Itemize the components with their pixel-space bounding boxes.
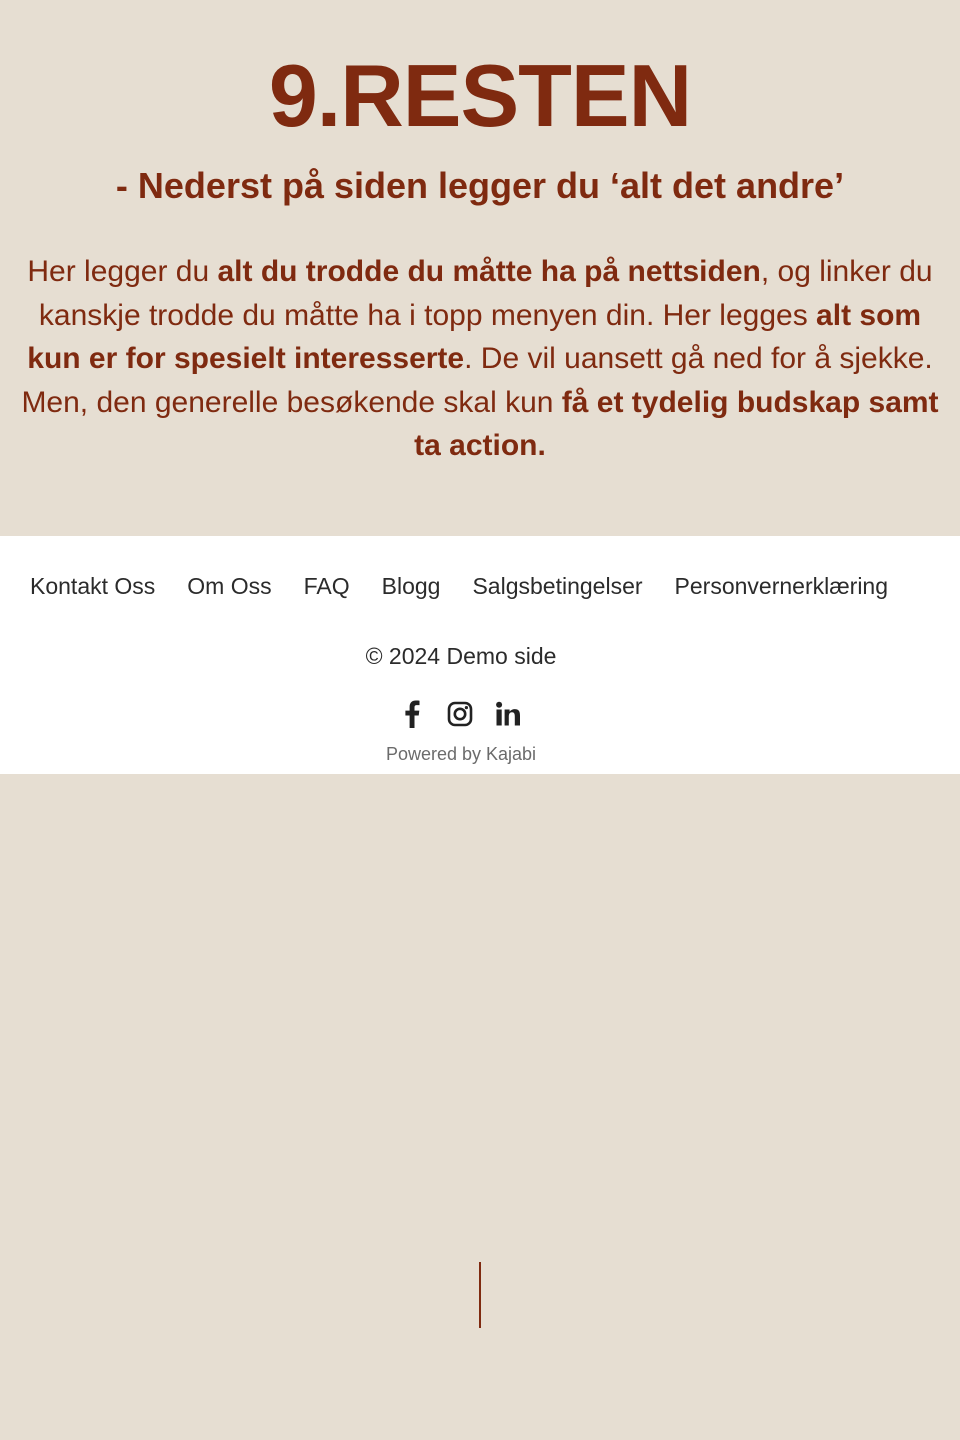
section-body-text (10, 250, 950, 468)
body-text-bold: få et tydelig budskap samt ta action. (414, 385, 939, 462)
hero-section (0, 0, 960, 536)
instagram-icon[interactable] (445, 696, 475, 732)
powered-by-text[interactable]: Powered by Kajabi (385, 744, 537, 764)
body-text-part: . De vil uansett gå ned for å sjekke. Men, den generelle besøkende skal kun (21, 342, 933, 419)
footer-link-om-oss[interactable]: Om Oss (187, 573, 272, 599)
footer-link-kontakt-oss[interactable]: Kontakt Oss (30, 573, 156, 599)
section-title: 9.RESTEN (268, 46, 692, 145)
linkedin-icon[interactable] (493, 696, 523, 732)
scroll-indicator-line (479, 1262, 481, 1328)
lower-background (0, 774, 960, 1440)
footer-link-salgsbetingelser[interactable]: Salgsbetingelser (472, 573, 643, 599)
copyright-text: © 2024 Demo side (365, 643, 557, 669)
body-text-part: , og linker du kanskje trodde du måtte ha i topp menyen din. Her legges (38, 255, 933, 332)
footer-link-faq[interactable]: FAQ (303, 573, 350, 599)
site-footer (0, 536, 960, 774)
section-subtitle: - Nederst på siden legger du ‘alt det andre’ (115, 165, 845, 206)
footer-link-blogg[interactable]: Blogg (381, 573, 441, 599)
footer-nav (14, 564, 904, 608)
body-text-part: Her legger du (27, 255, 218, 288)
body-text-bold: alt som kun er for spesielt interesserte (27, 298, 922, 375)
facebook-icon[interactable] (397, 696, 427, 732)
social-links (0, 696, 920, 732)
footer-link-personvernerklaering[interactable]: Personvernerklæring (674, 573, 889, 599)
body-text-bold: alt du trodde du måtte ha på nettsiden (217, 255, 761, 288)
